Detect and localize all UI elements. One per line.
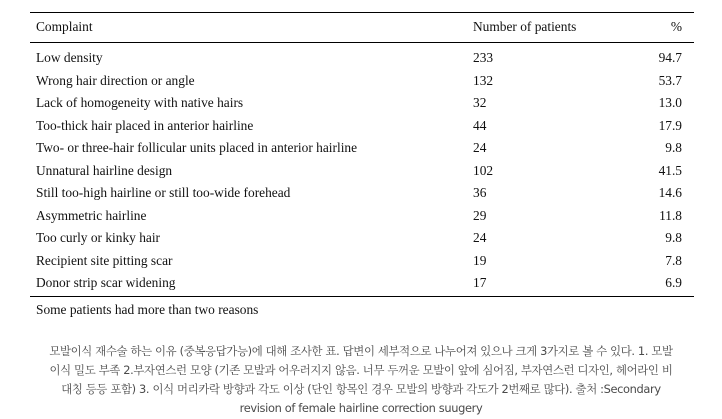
cell-number-of-patients: 102	[473, 163, 494, 178]
cell-number-of-patients: 233	[473, 50, 494, 65]
cell-complaint: Lack of homogeneity with native hairs	[36, 95, 244, 110]
caption	[10, 342, 712, 418]
table-footnote: Some patients had more than two reasons	[36, 302, 259, 317]
cell-percent: 41.5	[658, 163, 682, 178]
cell-complaint: Wrong hair direction or angle	[36, 73, 195, 88]
header-complaint: Complaint	[36, 19, 93, 34]
cell-complaint: Recipient site pitting scar	[36, 253, 173, 268]
cell-complaint: Unnatural hairline design	[36, 163, 173, 178]
cell-percent: 9.8	[665, 230, 682, 245]
cell-percent: 9.8	[665, 140, 682, 155]
cell-number-of-patients: 32	[473, 95, 487, 110]
cell-complaint: Asymmetric hairline	[36, 208, 147, 223]
cell-number-of-patients: 36	[473, 185, 487, 200]
table-header-rule	[30, 42, 694, 43]
cell-percent: 14.6	[658, 185, 682, 200]
cell-complaint: Donor strip scar widening	[36, 275, 176, 290]
header-percent: %	[670, 19, 682, 34]
cell-percent: 94.7	[658, 50, 682, 65]
cell-number-of-patients: 132	[473, 73, 494, 88]
cell-number-of-patients: 17	[473, 275, 487, 290]
cell-percent: 11.8	[659, 208, 682, 223]
table-bottom-rule	[30, 296, 694, 297]
caption-line: 이식 밀도 부족 2.부자연스런 모양 (기존 모발과 어우러지지 않음. 너무 두꺼운 모발이 앞에 심어짐, 부자연스런 디자인, 헤어라인 비	[49, 363, 673, 377]
cell-complaint: Low density	[36, 50, 103, 65]
cell-percent: 53.7	[658, 73, 682, 88]
cell-number-of-patients: 29	[473, 208, 487, 223]
cell-percent: 6.9	[665, 275, 682, 290]
cell-number-of-patients: 19	[473, 253, 487, 268]
cell-percent: 7.8	[665, 253, 682, 268]
cell-number-of-patients: 44	[473, 118, 487, 133]
cell-number-of-patients: 24	[473, 140, 487, 155]
caption-line: 모발이식 재수술 하는 이유 (중복응답가능)에 대해 조사한 표. 답변이 세부적으로 나누어져 있으나 크게 3가지로 볼 수 있다. 1. 모발	[49, 344, 673, 358]
table-top-rule	[30, 12, 694, 13]
cell-percent: 17.9	[658, 118, 682, 133]
cell-number-of-patients: 24	[473, 230, 487, 245]
cell-percent: 13.0	[658, 95, 682, 110]
cell-complaint: Two- or three-hair follicular units placed in anterior hairline	[36, 140, 358, 155]
caption-line: revision of female hairline correction suugery	[239, 401, 483, 415]
cell-complaint: Still too-high hairline or still too-wide forehead	[36, 185, 291, 200]
cell-complaint: Too curly or kinky hair	[36, 230, 161, 245]
caption-line: 대칭 등등 포함) 3. 이식 머리카락 방향과 각도 이상 (단인 항목인 경우 모발의 방향과 각도가 2번째로 많다). 출처 :Secondary	[61, 382, 661, 396]
header-number-of-patients: Number of patients	[473, 19, 577, 34]
cell-complaint: Too-thick hair placed in anterior hairline	[36, 118, 254, 133]
